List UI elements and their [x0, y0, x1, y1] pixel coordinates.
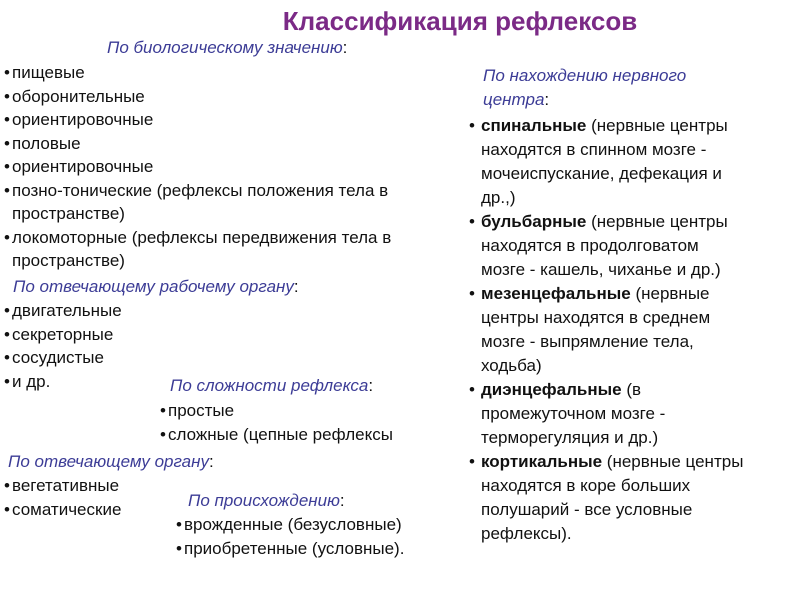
origin-heading: По происхождению: [188, 491, 345, 510]
reflex-term: мезенцефальные [481, 284, 631, 303]
reflex-description: (нервные центры находятся в спинном мозге - мочеиспускание, дефекация и др.,) [481, 116, 728, 207]
list-item: • двигательные [4, 299, 299, 323]
page-title: Классификация рефлексов [282, 6, 638, 36]
origin-block [176, 490, 404, 560]
list-item: • врожденные (безусловные) [176, 513, 404, 537]
complexity-list [160, 399, 393, 446]
reflex-description: (нервные центры находятся в продолговатом мозге - кашель, чиханье и др.) [481, 212, 728, 279]
list-item [469, 282, 744, 378]
nerve-center-list [469, 114, 744, 546]
list-item: • пищевые [4, 61, 459, 85]
reflex-term: бульбарные [481, 212, 587, 231]
list-item: • секреторные [4, 323, 299, 347]
reflex-term: спинальные [481, 116, 587, 135]
list-item: • половые [4, 132, 459, 156]
list-item [469, 378, 744, 450]
biological-list [4, 61, 459, 273]
list-item: • простые [160, 399, 393, 423]
biological-heading: По биологическому значению: [107, 38, 348, 57]
reflex-description: (в промежуточном мозге - терморегуляция и др.) [481, 380, 666, 447]
list-item: • вегетативные [4, 474, 214, 498]
list-item [469, 114, 744, 210]
origin-list [176, 513, 404, 560]
reflex-term: диэнцефальные [481, 380, 622, 399]
list-item: • сложные (цепные рефлексы [160, 423, 393, 447]
responding-organ-heading: По отвечающему органу: [8, 452, 214, 471]
nerve-center-block [469, 64, 769, 546]
list-item [469, 450, 744, 546]
biological-block [4, 37, 459, 273]
nerve-center-heading: По нахождению нервного центра: [483, 66, 687, 109]
reflex-description: (нервные центры находятся в коре больших полушарий - все условные рефлексы). [481, 452, 744, 543]
list-item: • оборонительные [4, 85, 459, 109]
list-item: • ориентировочные [4, 155, 459, 179]
reflex-description: (нервные центры находятся в среднем мозге - выпрямление тела, ходьба) [481, 284, 711, 375]
working-organ-heading: По отвечающему рабочему органу: [13, 277, 299, 296]
list-item [469, 210, 744, 282]
list-item: • локомоторные (рефлексы передвижения тела в пространстве) [4, 226, 459, 273]
list-item: • ориентировочные [4, 108, 459, 132]
list-item: • позно-тонические (рефлексы положения тела в пространстве) [4, 179, 459, 226]
list-item: • сосудистые [4, 346, 299, 370]
reflex-term: кортикальные [481, 452, 603, 471]
list-item: • приобретенные (условные). [176, 537, 404, 561]
list-item: • соматические [4, 498, 214, 522]
complexity-heading: По сложности рефлекса: [170, 376, 374, 395]
complexity-block [160, 375, 393, 446]
list-item: • и др. [4, 370, 299, 394]
